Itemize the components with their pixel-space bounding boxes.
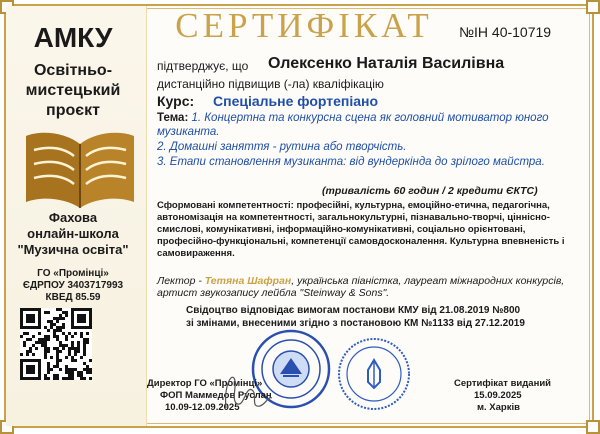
confirms-text: підтверджує, що bbox=[157, 59, 249, 73]
course-value: Спеціальне фортепіано bbox=[213, 93, 379, 109]
duration-text: (тривалість 60 годин / 2 кредити ЄКТС) bbox=[322, 185, 538, 197]
theme-item-1: 1. Концертна та конкурсна сцена як головний мотиватор юного музиканта. bbox=[157, 112, 549, 138]
school-line-1: Фахова bbox=[48, 210, 98, 225]
ngo-line-3: КВЕД 85.59 bbox=[45, 292, 101, 303]
director-line-3: 10.09-12.09.2025 bbox=[165, 402, 240, 413]
director-line-2: ФОП Маммедов Руслан bbox=[160, 390, 272, 401]
director-line-1: Директор ГО «Промінці» bbox=[147, 378, 263, 389]
school-line-2: онлайн-школа bbox=[27, 226, 119, 241]
project-line-3: проєкт bbox=[46, 102, 100, 119]
issued-line-2: 15.09.2025 bbox=[474, 390, 522, 401]
book-logo-icon bbox=[20, 124, 140, 210]
project-line-2: мистецький bbox=[25, 82, 121, 99]
compliance-line-1: Свідоцтво відповідає вимогам постанови КМУ від 21.08.2019 №800 bbox=[186, 305, 521, 316]
theme-item-3: 3. Етапи становлення музиканта: від вундеркінда до зрілого майстра. bbox=[157, 156, 545, 168]
recipient-name: Олексенко Наталія Василівна bbox=[268, 55, 505, 72]
lecturer-desc: , українська піаністка, лауреат міжнародних конкурсів, артист звукозапису лейбла "Steinway & Sons". bbox=[157, 275, 565, 299]
org-name: АМКУ bbox=[33, 22, 113, 53]
issued-line-3: м. Харків bbox=[477, 402, 520, 413]
frame-corner-ornament bbox=[586, 420, 600, 434]
issued-line-1: Сертифікат виданий bbox=[454, 378, 552, 389]
competencies-text: професійні, культурна, емоційно-етична, педагогічна, автономізація на компетентності, загальнокультурні, пізнавально-творчі, ціннісно-смислові, комунікативні, інформаційно-комунікативні, соціально орієнтовані, професійно-функціональні, компетенції самовдосконалення. Культурна впевненість і самовираження. bbox=[157, 200, 565, 259]
lecturer-name: Тетяна Шафран bbox=[204, 275, 292, 287]
frame-corner-ornament bbox=[586, 0, 600, 14]
official-seal-stamp bbox=[336, 336, 412, 412]
lecturer-block bbox=[157, 275, 587, 299]
competencies-block bbox=[157, 200, 582, 260]
theme-label: Тема: bbox=[157, 112, 189, 124]
certificate-number: №ІН 40-10719 bbox=[459, 24, 552, 40]
theme-line-1 bbox=[157, 111, 587, 139]
theme-item-2: 2. Домашні заняття - рутина або творчість. bbox=[157, 141, 407, 153]
school-line-3: "Музична освіта" bbox=[17, 242, 129, 257]
lecturer-label: Лектор - bbox=[157, 275, 205, 287]
compliance-line-2: зі змінами, внесеними згідно з постановою КМ №1133 від 27.12.2019 bbox=[186, 318, 525, 329]
ngo-line-2: ЄДРПОУ 3403717993 bbox=[22, 280, 124, 291]
qualification-text: дистанційно підвищив (-ла) кваліфікацію bbox=[157, 77, 384, 91]
competencies-label: Сформовані компетентності: bbox=[157, 200, 294, 211]
ngo-line-1: ГО «Промінці» bbox=[37, 268, 109, 279]
course-label: Курс: bbox=[157, 93, 195, 109]
signature bbox=[216, 368, 276, 418]
certificate-title: СЕРТИФІКАТ bbox=[175, 6, 433, 45]
qr-code bbox=[20, 308, 92, 380]
project-line-1: Освітньо- bbox=[33, 62, 113, 79]
